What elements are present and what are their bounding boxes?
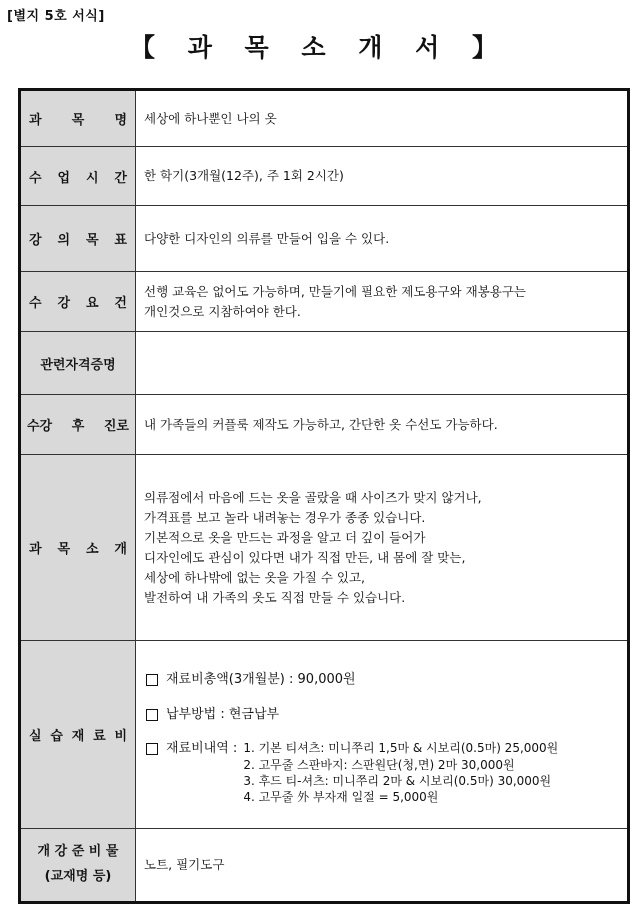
header-char: 료 <box>93 729 106 744</box>
row-introduction <box>20 455 629 641</box>
row-requirements <box>20 272 629 332</box>
introduction-line: 디자인에도 관심이 있다면 내가 직접 만든, 내 몸에 잘 맞는, <box>144 549 466 565</box>
header-char: 수 <box>29 296 42 311</box>
header-char: 건 <box>114 296 127 311</box>
header-word: 수강 <box>27 419 53 434</box>
header-char: 과 <box>29 542 42 557</box>
introduction-line: 발전하여 내 가족의 옷도 직접 만들 수 있습니다. <box>144 589 406 605</box>
materials-detail <box>144 739 619 805</box>
header-char: 목 <box>85 233 99 248</box>
materials-item: 4. 고무줄 外 부자재 일절 = 5,000원 <box>243 789 439 804</box>
header-char: 수 <box>29 170 42 186</box>
materials-total-text: 재료비총액(3개월분) : 90,000원 <box>166 671 356 687</box>
header-char: 실 <box>29 729 42 744</box>
header-course-name <box>20 90 136 147</box>
materials-total <box>144 670 619 691</box>
requirements-line: 선행 교육은 없어도 가능하며, 만들기에 필요한 제도용구와 재봉용구는 <box>144 283 526 299</box>
checkbox-icon <box>146 743 158 755</box>
header-char: 업 <box>57 170 71 186</box>
objective-value: 다양한 디자인의 의류를 만들어 입을 수 있다. <box>136 206 629 272</box>
introduction-value <box>136 455 629 641</box>
header-char: 목 <box>57 542 71 557</box>
introduction-line: 의류점에서 마음에 드는 옷을 골랐을 때 사이즈가 맞지 않거나, <box>144 489 482 505</box>
header-preparation <box>20 829 136 903</box>
header-char: 재 <box>71 729 85 744</box>
header-char: 의 <box>57 233 71 248</box>
certificate-value <box>136 332 629 395</box>
header-char: 강 <box>57 296 71 311</box>
materials-payment <box>144 705 619 726</box>
class-time-value: 한 학기(3개월(12주), 주 1회 2시간) <box>136 147 629 206</box>
checkbox-icon <box>146 709 158 721</box>
header-objective <box>20 206 136 272</box>
row-objective <box>20 206 629 272</box>
header-char: 시 <box>85 170 99 186</box>
row-certificate <box>20 332 629 395</box>
header-char: 비 <box>114 729 127 744</box>
materials-payment-text: 납부방법 : 현금납부 <box>166 706 280 722</box>
header-requirements <box>20 272 136 332</box>
introduction-line: 세상에 하나밖에 없는 옷을 가질 수 있고, <box>144 569 366 585</box>
course-name-value: 세상에 하나뿐인 나의 옷 <box>136 90 629 147</box>
introduction-line: 가격표를 보고 놀라 내려놓는 경우가 종종 있습니다. <box>144 509 426 525</box>
materials-item-list <box>243 740 558 805</box>
materials-item: 3. 후드 티-셔츠: 미니쭈리 2마 & 시보리(0.5마) 30,000원 <box>243 773 552 788</box>
materials-item: 2. 고무줄 스판바지: 스판원단(청,면) 2마 30,000원 <box>243 757 515 772</box>
document-title: 【 과 목 소 개 서 】 <box>130 33 509 62</box>
requirements-line: 개인것으로 지참하여야 한다. <box>144 303 301 319</box>
materials-value <box>136 641 629 829</box>
header-word: 진로 <box>103 419 129 434</box>
header-char: 간 <box>114 170 127 186</box>
row-materials <box>20 641 629 829</box>
header-introduction <box>20 455 136 641</box>
header-line: (교재명 등) <box>44 869 112 884</box>
materials-item: 1. 기본 티셔츠: 미니쭈리 1,5마 & 시보리(0.5마) 25,000원 <box>243 741 559 756</box>
form-number-label: [별지 5호 서식] <box>7 9 105 24</box>
header-line: 개 강 준 비 물 <box>37 844 119 860</box>
header-materials <box>20 641 136 829</box>
header-word: 후 <box>71 419 85 434</box>
preparation-value: 노트, 필기도구 <box>136 829 629 903</box>
header-certificate: 관련자격증명 <box>20 332 136 395</box>
introduction-line: 기본적으로 옷을 만드는 과정을 알고 더 깊이 들어가 <box>144 529 426 545</box>
header-class-time <box>20 147 136 206</box>
header-char: 개 <box>114 542 127 557</box>
header-char: 소 <box>85 542 99 557</box>
requirements-value <box>136 272 629 332</box>
career-value: 내 가족들의 커플룩 제작도 가능하고, 간단한 옷 수선도 가능하다. <box>136 395 629 455</box>
materials-detail-head: 재료비내역 : <box>166 741 238 757</box>
row-class-time <box>20 147 629 206</box>
header-char: 요 <box>85 296 99 311</box>
header-char: 강 <box>29 233 42 248</box>
header-career <box>20 395 136 455</box>
header-char: 습 <box>50 729 63 744</box>
header-char: 명 <box>114 113 127 128</box>
row-career <box>20 395 629 455</box>
header-char: 과 <box>29 113 42 128</box>
course-info-table <box>18 88 630 904</box>
header-char: 목 <box>71 113 85 128</box>
row-course-name <box>20 90 629 147</box>
checkbox-icon <box>146 674 158 686</box>
row-preparation <box>20 829 629 903</box>
header-char: 표 <box>114 233 127 248</box>
